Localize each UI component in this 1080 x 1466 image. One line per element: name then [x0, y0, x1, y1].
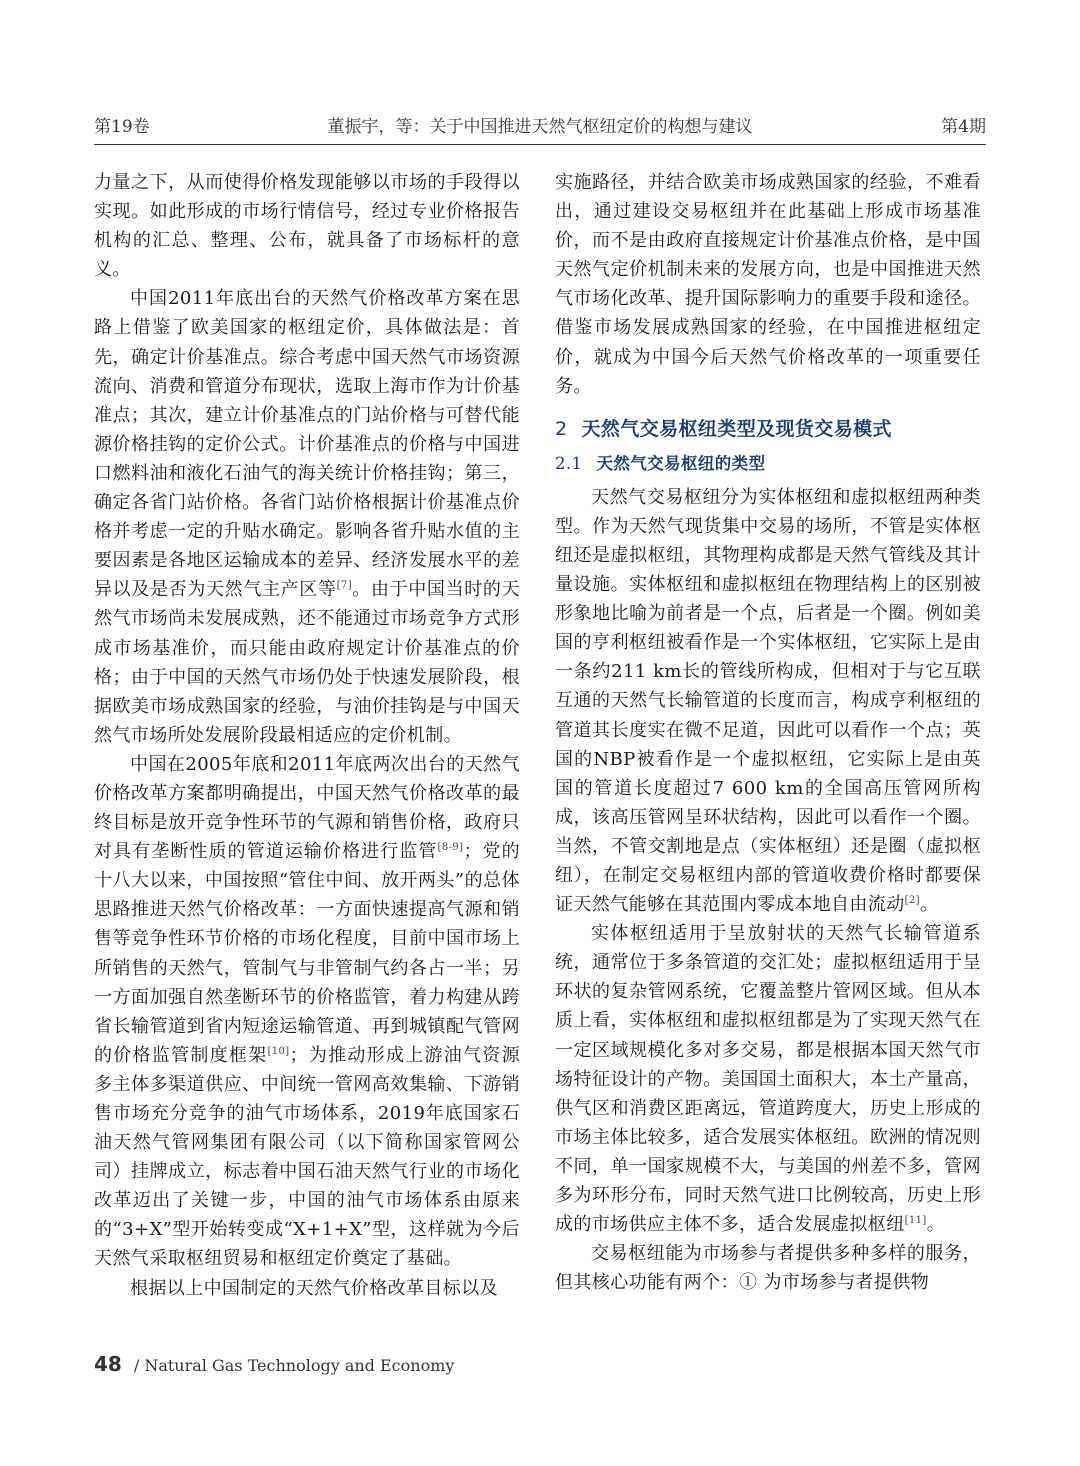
running-title: 董振宇，等：关于中国推进天然气枢纽定价的构想与建议 [327, 117, 753, 137]
text-run: 天然气交易枢纽分为实体枢纽和虚拟枢纽两种类型。作为天然气现货集中交易的场所，不管是实体枢纽还是虚拟枢纽，其物理构成都是天然气管线及其计量设施。实体枢纽和虚拟枢纽在物理结构上的区别被形象地比喻为前者是一个点，后者是一个圈。例如美国的亨利枢纽被看作是一个实体枢纽，它实际上是由一条约211 km长的管线所构成，但相对于与它互联互通的天然气长输管道的长度而言，构成亨利枢纽的管道其长度实在微不足道，因此可以看作一个点；英国的NBP被看作是一个虚拟枢纽，它实际上是由英国的管道长度超过7 600 km的全国高压管网所构成，该高压管网呈环状结构，因此可以看作一个圈。当然，不管交割地是点（实体枢纽）还是圈（虚拟枢纽），在制定交易枢纽内部的管道收费价格时都要保证天然气能够在其范围内零成本地自由流动 [555, 486, 981, 916]
text-run: ；为推动形成上游油气资源多主体多渠道供应、中间统一管网高效集输、下游销售市场充分竞争的油气市场体系，2019年底国家石油天然气管网集团有限公司（以下简称国家管网公司）挂牌成立，标志着中国石油天然气行业的市场化改革迈出了关键一步，中国的油气市场体系由原来的“3+X”型开始转变成“X+1+X”型，这样就为今后天然气采取枢纽贸易和枢纽定价奠定了基础。 [94, 1044, 520, 1270]
paragraph: 力量之下，从而使得价格发现能够以市场的手段得以实现。如此形成的市场行情信号，经过专业价格报告机构的汇总、整理、公布，就具备了市场标杆的意义。 [94, 172, 520, 281]
subsection-title: 天然气交易枢纽的类型 [596, 453, 766, 473]
citation-ref[interactable]: [7] [336, 580, 353, 592]
left-column [94, 168, 520, 1303]
citation-ref[interactable]: [2] [904, 895, 920, 907]
header-rule [94, 144, 986, 145]
text-run: 中国2011年底出台的天然气价格改革方案在思路上借鉴了欧美国家的枢纽定价，具体做法是：首先，确定计价基准点。综合考虑中国天然气市场资源流向、消费和管道分布现状，选取上海市作为计价基准点；其次，建立计价基准点的门站价格与可替代能源价格挂钩的定价公式。计价基准点的价格与中国进口燃料油和液化石油气的海关统计价格挂钩；第三，确定各省门站价格。各省门站价格根据计价基准点价格并考虑一定的升贴水确定。影响各省升贴水值的主要因素是各地区运输成本的差异、经济发展水平的差异以及是否为天然气主产区等 [94, 288, 520, 601]
page-number: 48 [94, 1352, 122, 1376]
section-heading [555, 415, 981, 443]
paragraph: 根据以上中国制定的天然气价格改革目标以及 [130, 1277, 498, 1299]
running-header [94, 112, 986, 142]
paragraph [555, 919, 981, 1239]
citation-ref[interactable]: [11] [904, 1215, 927, 1227]
journal-name: / Natural Gas Technology and Economy [133, 1356, 455, 1375]
paragraph [94, 284, 520, 750]
paragraph: 实施路径，并结合欧美市场成熟国家的经验，不难看出，通过建设交易枢纽并在此基础上形成市场基准价，而不是由政府直接规定计价基准点价格，是中国天然气定价机制未来的发展方向，也是中国推进天然气市场化改革、提升国际影响力的重要手段和途径。借鉴市场发展成熟国家的经验，在中国推进枢纽定价，就成为中国今后天然气价格改革的一项重要任务。 [555, 172, 981, 397]
text-run: 。 [919, 894, 939, 916]
subsection-heading [555, 451, 981, 477]
volume-label: 第19卷 [94, 117, 150, 137]
issue-label: 第4期 [941, 117, 986, 137]
paragraph: 交易枢纽能为市场参与者提供多种多样的服务，但其核心功能有两个：① 为市场参与者提供物 [555, 1243, 981, 1294]
text-run: 。 [926, 1214, 946, 1236]
paragraph [555, 483, 981, 919]
subsection-number: 2.1 [555, 453, 583, 473]
citation-ref[interactable]: [10] [267, 1045, 290, 1057]
paragraph [94, 750, 520, 1274]
citation-ref[interactable]: [8-9] [437, 842, 464, 854]
text-run: 中国在2005年底和2011年底两次出台的天然气价格改革方案都明确提出，中国天然气价格改革的最终目标是放开竞争性环节的气源和销售价格，政府只对具有垄断性质的管道运输价格进行监管 [94, 753, 520, 863]
section-number: 2 [555, 417, 568, 440]
section-title: 天然气交易枢纽类型及现货交易模式 [581, 417, 892, 440]
page-footer [94, 1352, 454, 1376]
text-run: ；党的十八大以来，中国按照“管住中间、放开两头”的总体思路推进天然气价格改革：一方面快速提高气源和销售等竞争性环节价格的市场化程度，目前中国市场上所销售的天然气，管制气与非管制气约各占一半；另一方面加强自然垄断环节的价格监管，着力构建从跨省长输管道到省内短途运输管道、再到城镇配气管网的价格监管制度框架 [94, 841, 521, 1066]
text-run: 。由于中国当时的天然气市场尚未发展成熟，还不能通过市场竞争方式形成市场基准价，而只能由政府规定计价基准点的价格；由于中国的天然气市场仍处于快速发展阶段，根据欧美市场成熟国家的经验，与油价挂钩是与中国天然气市场所处发展阶段最相适应的定价机制。 [94, 579, 520, 746]
text-run: 实体枢纽适用于呈放射状的天然气长输管道系统，通常位于多条管道的交汇处；虚拟枢纽适用于呈环状的复杂管网系统，它覆盖整片管网区域。但从本质上看，实体枢纽和虚拟枢纽都是为了实现天然气在一定区域规模化多对多交易，都是根据本国天然气市场特征设计的产物。美国国土面积大，本土产量高，供气区和消费区距离远，管道跨度大，历史上形成的市场主体比较多，适合发展实体枢纽。欧洲的情况则不同，单一国家规模不大，与美国的州差不多，管网多为环形分布，同时天然气进口比例较高，历史上形成的市场供应主体不多，适合发展虚拟枢纽 [555, 923, 981, 1236]
right-column [555, 168, 981, 1297]
